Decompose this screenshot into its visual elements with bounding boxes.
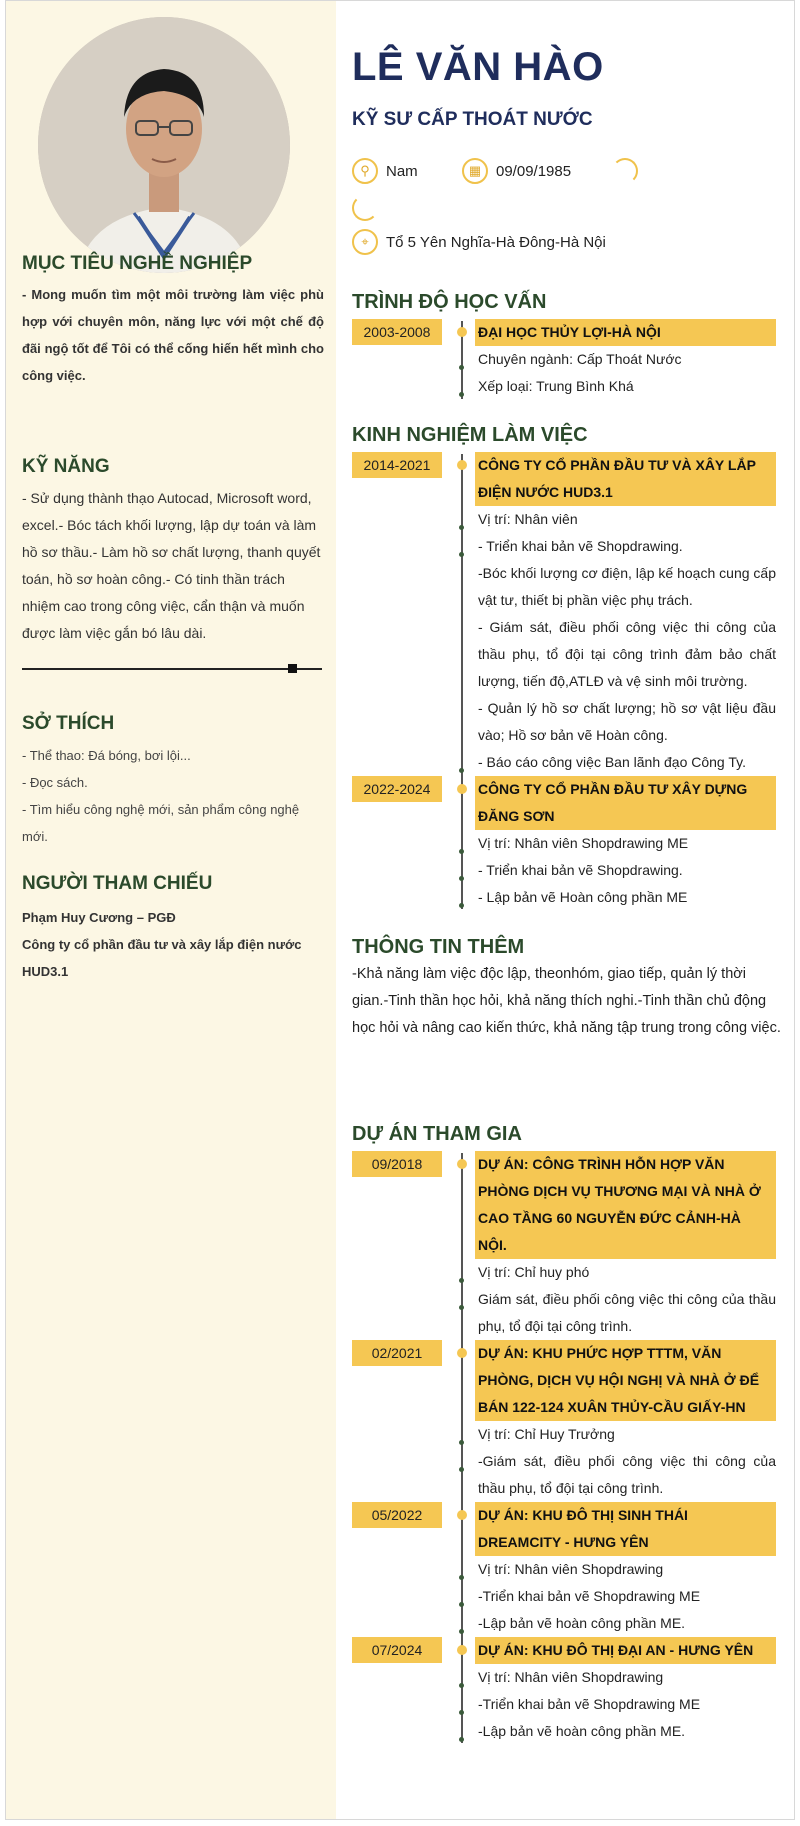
job-line: - Giám sát, điều phối công việc thi công của thầu phụ, tổ đội tại công trình đảm bảo chất lượng, tiến độ,ATLĐ và vệ sinh môi trường. xyxy=(478,619,776,689)
hobby-item: - Đọc sách. xyxy=(22,775,88,790)
timeline-bullet xyxy=(459,552,464,557)
skill-level-knob xyxy=(288,664,297,673)
timeline-dot xyxy=(457,1159,467,1169)
experience-heading: KINH NGHIỆM LÀM VIỆC xyxy=(352,424,588,446)
job-date: 2022-2024 xyxy=(352,776,442,802)
cv-page xyxy=(5,0,795,1820)
dob-value: 09/09/1985 xyxy=(496,162,572,180)
project-line: Vị trí: Chỉ huy phó xyxy=(478,1264,590,1280)
project-name: DỰ ÁN: KHU ĐÔ THỊ ĐẠI AN - HƯNG YÊN xyxy=(475,1637,776,1664)
timeline-bullet xyxy=(459,1602,464,1607)
hobby-item: - Thể thao: Đá bóng, bơi lội... xyxy=(22,748,191,763)
extra-heading: THÔNG TIN THÊM xyxy=(352,936,525,958)
timeline-bullet xyxy=(459,768,464,773)
job-line: - Triển khai bản vẽ Shopdrawing. xyxy=(478,862,683,878)
dob-info xyxy=(462,158,571,184)
education-school: ĐẠI HỌC THỦY LỢI-HÀ NỘI xyxy=(475,319,776,346)
gender-value: Nam xyxy=(386,162,418,180)
project-line: Vị trí: Chỉ Huy Trưởng xyxy=(478,1426,615,1442)
timeline-bullet xyxy=(459,1440,464,1445)
timeline-bullet xyxy=(459,525,464,530)
job-line: - Báo cáo công việc Ban lãnh đạo Công Ty. xyxy=(478,754,746,770)
skills-heading: KỸ NĂNG xyxy=(22,456,110,477)
timeline-bullet xyxy=(459,1629,464,1634)
education-heading: TRÌNH ĐỘ HỌC VẤN xyxy=(352,291,547,313)
avatar xyxy=(38,17,290,273)
job-line: - Quản lý hồ sơ chất lượng; hồ sơ vật liệu đầu vào; Hồ sơ bản vẽ Hoàn công. xyxy=(478,700,776,743)
objective-heading: MỤC TIÊU NGHỀ NGHIỆP xyxy=(22,253,253,274)
hobby-item: - Tìm hiểu công nghệ mới, sản phẩm công nghệ mới. xyxy=(22,802,300,844)
candidate-name: LÊ VĂN HÀO xyxy=(352,45,604,89)
education-line: Xếp loại: Trung Bình Khá xyxy=(478,378,634,394)
timeline-bullet xyxy=(459,903,464,908)
timeline-bullet xyxy=(459,1575,464,1580)
address-value: Tổ 5 Yên Nghĩa-Hà Đông-Hà Nội xyxy=(386,233,606,251)
reference-name: Phạm Huy Cương – PGĐ xyxy=(22,910,176,925)
skills-text: - Sử dụng thành thạo Autocad, Microsoft word, excel.- Bóc tách khối lượng, lập dự toán và làm hồ sơ thầu.- Làm hồ sơ chất lượng, thanh quyết toán, hồ sơ hoàn công.- Có tinh thần trách nhiệm cao trong công việc, cẩn thận và muốn được làm việc gắn bó lâu dài. xyxy=(22,490,321,641)
timeline-bullet xyxy=(459,849,464,854)
timeline-dot xyxy=(457,327,467,337)
job-line: - Triển khai bản vẽ Shopdrawing. xyxy=(478,538,683,554)
reference-heading: NGƯỜI THAM CHIẾU xyxy=(22,873,213,894)
timeline-bullet xyxy=(459,365,464,370)
timeline-bullet xyxy=(459,1305,464,1310)
candidate-title: KỸ SƯ CẤP THOÁT NƯỚC xyxy=(352,109,593,130)
timeline-bullet xyxy=(459,1467,464,1472)
timeline-line xyxy=(461,454,463,909)
timeline-bullet xyxy=(459,876,464,881)
timeline-bullet xyxy=(459,392,464,397)
gender-icon: ⚲ xyxy=(352,158,378,184)
timeline-bullet xyxy=(459,1278,464,1283)
timeline-dot xyxy=(457,1348,467,1358)
timeline-dot xyxy=(457,460,467,470)
project-line: -Lập bản vẽ hoàn công phần ME. xyxy=(478,1723,686,1739)
timeline-dot xyxy=(457,784,467,794)
extra-text: -Khả năng làm việc độc lập, theonhóm, giao tiếp, quản lý thời gian.-Tinh thần học hỏi, khả năng thích nghi.-Tinh thần chủ động học hỏi và nâng cao kiến thức, khả năng tập trung trong công việc. xyxy=(352,966,781,1036)
job-company: CÔNG TY CỔ PHẦN ĐẦU TƯ XÂY DỰNG ĐĂNG SƠN xyxy=(475,776,776,830)
project-line: -Giám sát, điều phối công việc thi công của thầu phụ, tổ đội tại công trình. xyxy=(478,1453,776,1496)
project-line: -Lập bản vẽ hoàn công phần ME. xyxy=(478,1615,686,1631)
job-line: Vị trí: Nhân viên xyxy=(478,511,578,527)
project-date: 09/2018 xyxy=(352,1151,442,1177)
education-line: Chuyên ngành: Cấp Thoát Nước xyxy=(478,351,682,367)
timeline-dot xyxy=(457,1645,467,1655)
job-date: 2014-2021 xyxy=(352,452,442,478)
project-name: DỰ ÁN: KHU ĐÔ THỊ SINH THÁI DREAMCITY - HƯNG YÊN xyxy=(475,1502,776,1556)
hobbies-heading: SỞ THÍCH xyxy=(22,713,115,734)
address-info xyxy=(352,229,606,255)
timeline-bullet xyxy=(459,1737,464,1742)
project-date: 07/2024 xyxy=(352,1637,442,1663)
project-line: Giám sát, điều phối công việc thi công của thầu phụ, tổ đội tại công trình. xyxy=(478,1291,776,1334)
project-line: Vị trí: Nhân viên Shopdrawing xyxy=(478,1561,664,1577)
empty-icon xyxy=(352,195,378,221)
skill-level-bar xyxy=(22,668,322,670)
job-line: - Lập bản vẽ Hoàn công phần ME xyxy=(478,889,688,905)
projects-heading: DỰ ÁN THAM GIA xyxy=(352,1123,522,1145)
objective-text: - Mong muốn tìm một môi trường làm việc phù hợp với chuyên môn, năng lực với một chế độ đãi ngộ tốt để Tôi có thể cống hiến hết mình cho công việc. xyxy=(22,287,324,383)
sidebar xyxy=(6,1,336,1819)
timeline-dot xyxy=(457,1510,467,1520)
location-icon: ⌖ xyxy=(352,229,378,255)
empty-icon xyxy=(612,158,638,184)
project-date: 02/2021 xyxy=(352,1340,442,1366)
reference-company: Công ty cổ phần đầu tư và xây lắp điện nước HUD3.1 xyxy=(22,937,302,979)
timeline-bullet xyxy=(459,1710,464,1715)
project-date: 05/2022 xyxy=(352,1502,442,1528)
project-line: -Triển khai bản vẽ Shopdrawing ME xyxy=(478,1588,701,1604)
project-line: -Triển khai bản vẽ Shopdrawing ME xyxy=(478,1696,701,1712)
job-line: -Bóc khối lượng cơ điện, lập kế hoạch cung cấp vật tư, thiết bị phần việc phụ trách. xyxy=(478,565,776,608)
gender-info xyxy=(352,158,418,184)
education-date: 2003-2008 xyxy=(352,319,442,345)
timeline-bullet xyxy=(459,1683,464,1688)
job-line: Vị trí: Nhân viên Shopdrawing ME xyxy=(478,835,689,851)
project-name: DỰ ÁN: CÔNG TRÌNH HỖN HỢP VĂN PHÒNG DỊCH VỤ THƯƠNG MẠI VÀ NHÀ Ở CAO TẦNG 60 NGUYỄN ĐỨC CẢNH-HÀ NỘI. xyxy=(475,1151,776,1259)
project-name: DỰ ÁN: KHU PHỨC HỢP TTTM, VĂN PHÒNG, DỊCH VỤ HỘI NGHỊ VÀ NHÀ Ở ĐỂ BÁN 122-124 XUÂN THỦY-CẦU GIẤY-HN xyxy=(475,1340,776,1421)
job-company: CÔNG TY CỔ PHẦN ĐẦU TƯ VÀ XÂY LẮP ĐIỆN NƯỚC HUD3.1 xyxy=(475,452,776,506)
project-line: Vị trí: Nhân viên Shopdrawing xyxy=(478,1669,664,1685)
birthday-cake-icon: ▦ xyxy=(462,158,488,184)
